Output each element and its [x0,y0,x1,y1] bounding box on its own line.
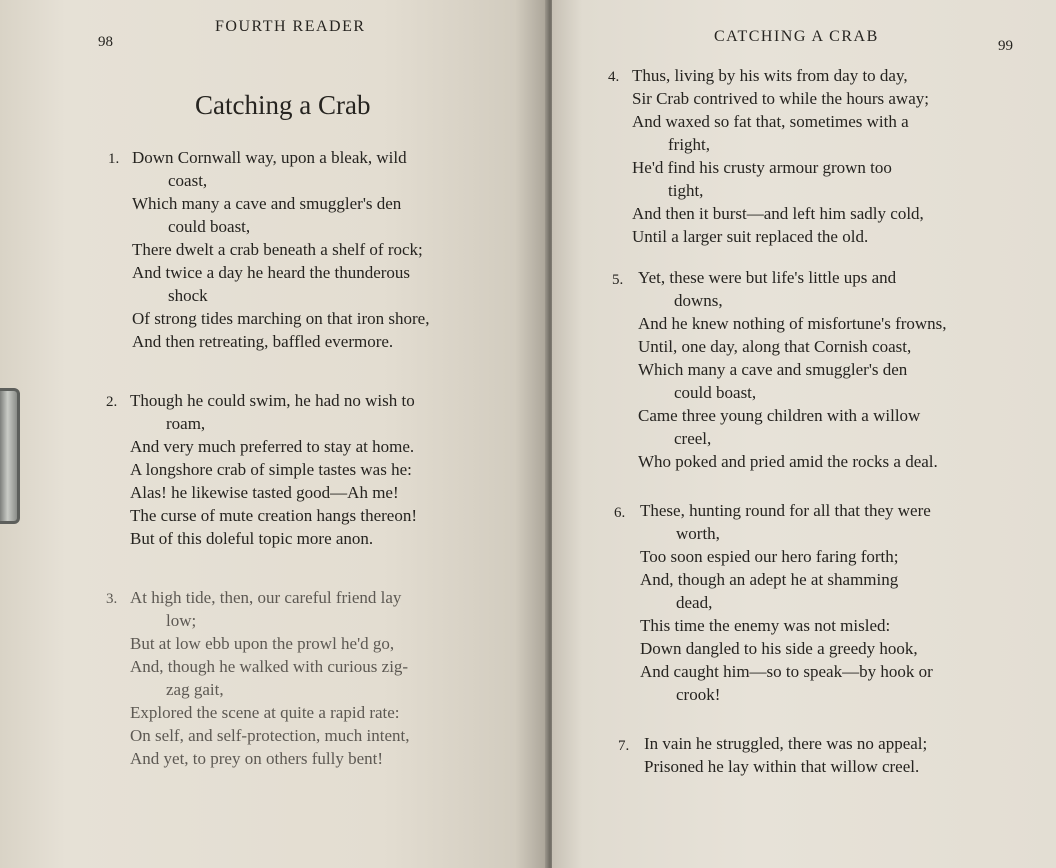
verse-line: Who poked and pried amid the rocks a deal. [638,452,938,471]
stanza-7 [644,732,927,778]
verse-line: zag gait, [166,680,224,699]
verse-line: downs, [674,291,723,310]
running-head: CATCHING A CRAB [714,28,879,45]
poem-title: Catching a Crab [195,90,371,120]
verse-line: could boast, [168,217,251,236]
verse-line: And then retreating, baffled evermore. [132,332,394,351]
verse-line: fright, [668,135,711,154]
stanza-1 [132,146,429,353]
verse-line: roam, [166,414,206,433]
verse-line: And, though an adept he at shamming [640,570,899,589]
verse-line: And yet, to prey on others fully bent! [130,749,384,768]
verse-line: Until a larger suit replaced the old. [632,227,869,246]
stanza-number: 3. [106,591,118,607]
verse-line: Prisoned he lay within that willow creel. [644,757,920,776]
stanza-2 [130,389,417,550]
verse-line: Of strong tides marching on that iron shore, [132,309,430,328]
verse-line: And caught him—so to speak—by hook or [640,662,933,681]
stanza-number: 1. [108,151,120,167]
stanza-number: 6. [614,505,626,521]
stanza-6 [640,499,933,706]
verse-line: Alas! he likewise tasted good—Ah me! [130,483,399,502]
page-clip [0,388,20,524]
stanza-number: 2. [106,394,118,410]
stanza-4 [632,64,929,248]
page-number: 99 [998,38,1013,54]
verse-line: A longshore crab of simple tastes was he: [130,460,412,479]
verse-line: Too soon espied our hero faring forth; [640,547,899,566]
page-number: 98 [98,34,113,50]
verse-line: But of this doleful topic more anon. [130,529,374,548]
right-page [552,0,1056,868]
verse-line: creel, [674,429,712,448]
verse-line: shock [168,286,208,305]
verse-line: There dwelt a crab beneath a shelf of rock; [132,240,423,259]
verse-line: And waxed so fat that, sometimes with a [632,112,909,131]
verse-line: Came three young children with a willow [638,406,921,425]
verse-line: In vain he struggled, there was no appeal; [644,734,928,753]
running-head: FOURTH READER [215,18,366,35]
verse-line: And he knew nothing of misfortune's frowns, [638,314,947,333]
verse-line: He'd find his crusty armour grown too [632,158,892,177]
verse-line: And twice a day he heard the thunderous [132,263,411,282]
verse-line: coast, [168,171,208,190]
verse-line: Sir Crab contrived to while the hours away; [632,89,929,108]
verse-line: worth, [676,524,720,543]
verse-line: And, though he walked with curious zig- [130,657,409,676]
verse-line: crook! [676,685,721,704]
verse-line: Down Cornwall way, upon a bleak, wild [132,148,407,167]
stanza-number: 5. [612,272,624,288]
verse-line: Down dangled to his side a greedy hook, [640,639,918,658]
verse-line: tight, [668,181,704,200]
verse-line: Until, one day, along that Cornish coast, [638,337,912,356]
verse-line: Which many a cave and smuggler's den [638,360,908,379]
stanza-number: 7. [618,738,630,754]
verse-line: Which many a cave and smuggler's den [132,194,402,213]
verse-line: Though he could swim, he had no wish to [130,391,415,410]
verse-line: Yet, these were but life's little ups and [638,268,897,287]
stanza-number: 4. [608,69,620,85]
verse-line: But at low ebb upon the prowl he'd go, [130,634,395,653]
verse-line: dead, [676,593,713,612]
verse-line: On self, and self-protection, much intent, [130,726,410,745]
verse-line: could boast, [674,383,757,402]
verse-line: And very much preferred to stay at home. [130,437,415,456]
verse-line: low; [166,611,197,630]
verse-line: Thus, living by his wits from day to day, [632,66,908,85]
verse-line: Explored the scene at quite a rapid rate: [130,703,400,722]
stanza-5 [638,266,947,473]
verse-line: At high tide, then, our careful friend lay [130,588,402,607]
stanza-3 [130,586,409,770]
verse-line: This time the enemy was not misled: [640,616,891,635]
verse-line: And then it burst—and left him sadly cold, [632,204,924,223]
verse-line: These, hunting round for all that they were [640,501,931,520]
verse-line: The curse of mute creation hangs thereon! [130,506,417,525]
